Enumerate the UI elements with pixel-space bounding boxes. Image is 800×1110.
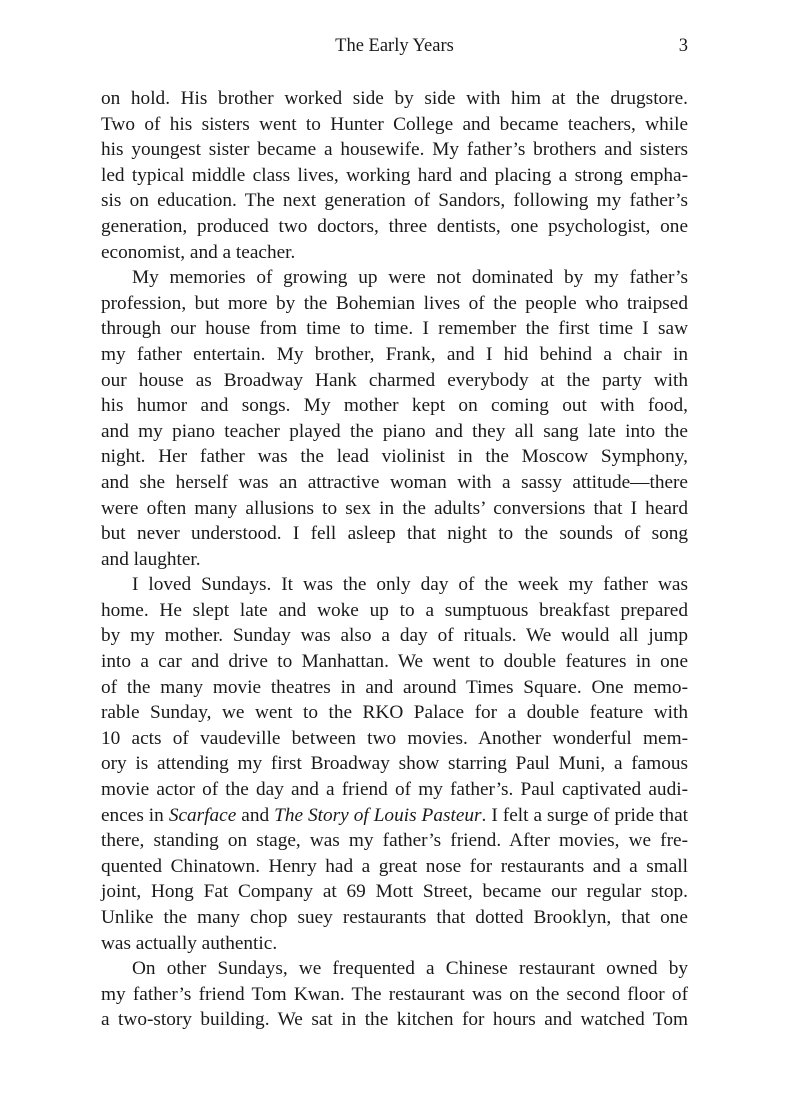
text-line: quented Chinatown. Henry had a great nose for restaurants and a small bbox=[101, 855, 688, 877]
text-line: by my mother. Sunday was also a day of rituals. We would all jump bbox=[101, 625, 688, 647]
running-header bbox=[101, 34, 688, 58]
text-line: was actually authentic. bbox=[101, 932, 278, 954]
italic-title: Scarface bbox=[168, 804, 237, 826]
text-line: sis on education. The next generation of Sandors, following my father’s bbox=[101, 190, 688, 212]
text-line: there, standing on stage, was my father’s friend. After movies, we fre- bbox=[101, 830, 688, 852]
text-segment: and bbox=[236, 804, 275, 826]
text-line: ory is attending my first Broadway show starring Paul Muni, a famous bbox=[101, 753, 688, 775]
text-line: on hold. His brother worked side by side with him at the drugstore. bbox=[101, 88, 688, 109]
paragraph bbox=[101, 572, 688, 956]
text-line: 10 acts of vaudeville between two movies. Another wonderful mem- bbox=[101, 727, 688, 749]
text-line: and my piano teacher played the piano and they all sang late into the bbox=[101, 420, 688, 442]
text-line: Unlike the many chop suey restaurants that dotted Brooklyn, that one bbox=[101, 907, 688, 928]
text-line: into a car and drive to Manhattan. We went to double features in one bbox=[101, 651, 688, 673]
text-line: a two-story building. We sat in the kitchen for hours and watched Tom bbox=[101, 1009, 688, 1031]
text-line: my father’s friend Tom Kwan. The restaurant was on the second floor of bbox=[101, 983, 688, 1005]
page-number: 3 bbox=[678, 36, 688, 56]
text-line: led typical middle class lives, working hard and placing a strong empha- bbox=[101, 164, 688, 186]
text-line: were often many allusions to sex in the adults’ conversions that I heard bbox=[101, 497, 688, 519]
text-line: home. He slept late and woke up to a sumptuous breakfast prepared bbox=[101, 599, 688, 621]
text-line: but never understood. I fell asleep that night to the sounds of song bbox=[101, 523, 688, 545]
paragraph bbox=[101, 956, 688, 1033]
text-line: economist, and a teacher. bbox=[101, 241, 296, 263]
text-line: and she herself was an attractive woman with a sassy attitude—there bbox=[101, 471, 688, 493]
text-line: joint, Hong Fat Company at 69 Mott Street, became our regular stop. bbox=[101, 881, 688, 903]
text-line: movie actor of the day and a friend of my father’s. Paul captivated audi- bbox=[101, 779, 688, 801]
text-line: generation, produced two doctors, three dentists, one psychologist, one bbox=[101, 215, 688, 237]
body-text bbox=[101, 86, 688, 1033]
text-line: Two of his sisters went to Hunter College and became teachers, while bbox=[101, 113, 688, 135]
text-line: night. Her father was the lead violinist in the Moscow Symphony, bbox=[101, 446, 688, 468]
text-line bbox=[101, 803, 688, 829]
text-line: and laughter. bbox=[101, 548, 201, 570]
text-line: my father entertain. My brother, Frank, and I hid behind a chair in bbox=[101, 343, 688, 365]
text-line: I loved Sundays. It was the only day of the week my father was bbox=[132, 574, 688, 596]
text-line: through our house from time to time. I remember the first time I saw bbox=[101, 318, 688, 340]
text-line: of the many movie theatres in and around Times Square. One memo- bbox=[101, 676, 688, 698]
paragraph bbox=[101, 86, 688, 265]
text-segment: ences in bbox=[101, 804, 169, 826]
text-line: his youngest sister became a housewife. My father’s brothers and sisters bbox=[101, 139, 688, 161]
text-segment: . I felt a surge of pride that bbox=[481, 804, 688, 826]
text-line: profession, but more by the Bohemian lives of the people who traipsed bbox=[101, 292, 688, 314]
text-line: rable Sunday, we went to the RKO Palace for a double feature with bbox=[101, 702, 688, 724]
italic-title: The Story of Louis Pasteur bbox=[274, 804, 482, 826]
paragraph bbox=[101, 265, 688, 572]
text-line: My memories of growing up were not dominated by my father’s bbox=[132, 267, 688, 289]
text-line: our house as Broadway Hank charmed everybody at the party with bbox=[101, 369, 688, 391]
running-title: The Early Years bbox=[335, 36, 454, 56]
text-line: his humor and songs. My mother kept on coming out with food, bbox=[101, 395, 688, 417]
text-line: On other Sundays, we frequented a Chinese restaurant owned by bbox=[132, 958, 688, 980]
